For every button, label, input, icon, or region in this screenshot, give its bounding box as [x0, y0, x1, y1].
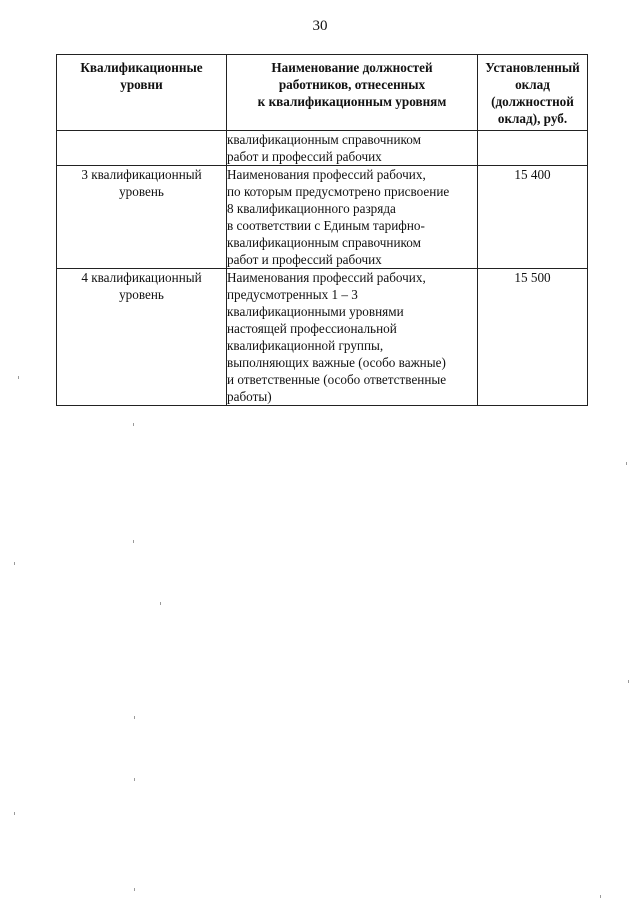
- table-row: [57, 131, 588, 166]
- description-cell: [227, 166, 478, 269]
- header-line: (должностной: [491, 94, 574, 109]
- scan-speck: [133, 423, 134, 426]
- description-line: работ и профессий рабочих: [227, 252, 382, 267]
- header-line: Наименование должностей: [271, 60, 433, 75]
- scan-speck: [14, 562, 15, 565]
- scan-speck: [134, 716, 135, 719]
- scan-speck: [626, 462, 627, 465]
- scan-speck: [134, 888, 135, 891]
- level-line: уровень: [119, 287, 164, 302]
- level-line: уровень: [119, 184, 164, 199]
- scan-speck: [134, 778, 135, 781]
- description-line: 8 квалификационного разряда: [227, 201, 396, 216]
- description-line: квалификационной группы,: [227, 338, 384, 353]
- description-line: работ и профессий рабочих: [227, 149, 382, 164]
- description-line: квалификационными уровнями: [227, 304, 404, 319]
- level-line: 3 квалификационный: [81, 167, 202, 182]
- level-line: 4 квалификационный: [81, 270, 202, 285]
- scan-speck: [14, 812, 15, 815]
- header-line: Квалификационные: [80, 60, 203, 75]
- scan-speck: [600, 895, 601, 898]
- description-line: квалификационным справочником: [227, 235, 421, 250]
- description-line: по которым предусмотрено присвоение: [227, 184, 450, 199]
- header-line: работников, отнесенных: [278, 77, 426, 92]
- header-salary: [478, 55, 588, 131]
- header-line: к квалификационным уровням: [257, 94, 447, 109]
- header-qualification-levels: [57, 55, 227, 131]
- description-line: предусмотренных 1 – 3: [227, 287, 358, 302]
- description-cell: [227, 269, 478, 406]
- table-row: [57, 166, 588, 269]
- description-cell: [227, 131, 478, 166]
- header-line: уровни: [120, 77, 163, 92]
- level-cell: [57, 131, 227, 166]
- scan-speck: [18, 376, 19, 379]
- header-line: оклад: [515, 77, 550, 92]
- description-line: квалификационным справочником: [227, 132, 421, 147]
- scan-speck: [133, 540, 134, 543]
- description-line: работы): [227, 389, 272, 404]
- salary-table: [56, 54, 588, 406]
- description-line: настоящей профессиональной: [227, 321, 397, 336]
- scan-speck: [628, 680, 629, 683]
- level-cell: [57, 269, 227, 406]
- salary-cell: [478, 131, 588, 166]
- table-header-row: [57, 55, 588, 131]
- description-line: выполняющих важные (особо важные): [227, 355, 446, 370]
- description-line: Наименования профессий рабочих,: [227, 270, 426, 285]
- description-line: в соответствии с Единым тарифно-: [227, 218, 425, 233]
- table-row: [57, 269, 588, 406]
- salary-cell: 15 500: [478, 269, 588, 406]
- page-number: 30: [312, 18, 328, 34]
- level-cell: [57, 166, 227, 269]
- description-line: и ответственные (особо ответственные: [227, 372, 447, 387]
- header-position-names: [227, 55, 478, 131]
- description-line: Наименования профессий рабочих,: [227, 167, 426, 182]
- scan-speck: [160, 602, 161, 605]
- header-line: Установленный: [485, 60, 580, 75]
- salary-cell: 15 400: [478, 166, 588, 269]
- header-line: оклад), руб.: [497, 111, 568, 126]
